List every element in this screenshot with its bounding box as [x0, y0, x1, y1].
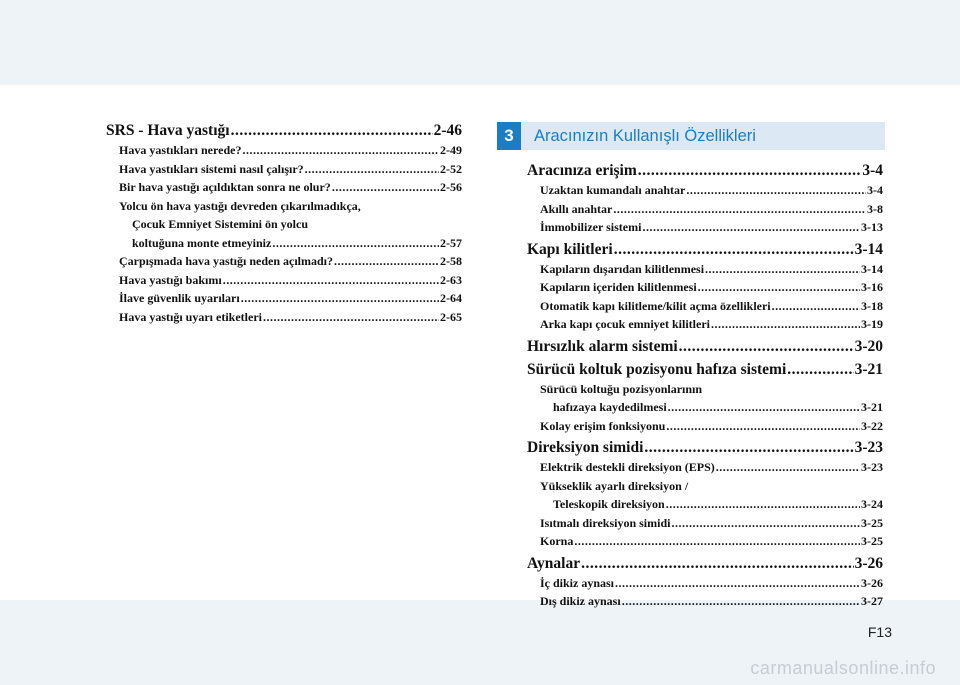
- toc-heading-alarm[interactable]: Hırsızlık alarm sistemi ..... 3-20: [527, 336, 883, 357]
- toc-heading-memory[interactable]: Sürücü koltuk pozisyonu hafıza sistemi ..... 3-21: [527, 359, 883, 380]
- toc-item[interactable]: Bir hava yastığı açıldıktan sonra ne olur? ..... 2-56: [106, 178, 462, 197]
- toc-item[interactable]: Kapıların dışarıdan kilitlenmesi ..... 3-14: [527, 260, 883, 279]
- toc-item[interactable]: Elektrik destekli direksiyon (EPS) ..... 3-23: [527, 458, 883, 477]
- toc-item[interactable]: Dış dikiz aynası ..... 3-27: [527, 592, 883, 611]
- toc-item[interactable]: koltuğuna monte etmeyiniz ..... 2-57: [106, 234, 462, 253]
- toc-item[interactable]: Teleskopik direksiyon ..... 3-24: [527, 495, 883, 514]
- watermark: carmanualsonline.info: [750, 658, 936, 678]
- toc-item[interactable]: İç dikiz aynası ..... 3-26: [527, 574, 883, 593]
- section-title: Aracınızın Kullanışlı Özellikleri: [534, 127, 756, 145]
- toc-heading-srs[interactable]: SRS - Hava yastığı ..... 2-46: [106, 120, 462, 141]
- left-toc: [106, 120, 462, 326]
- toc-item[interactable]: İmmobilizer sistemi ..... 3-13: [527, 218, 883, 237]
- toc-item[interactable]: Akıllı anahtar ..... 3-8: [527, 200, 883, 219]
- toc-item[interactable]: Çarpışmada hava yastığı neden açılmadı? ..... 2-58: [106, 252, 462, 271]
- toc-item[interactable]: Hava yastıkları sistemi nasıl çalışır? ..... 2-52: [106, 160, 462, 179]
- page-number: F13: [867, 624, 892, 640]
- toc-heading-mirrors[interactable]: Aynalar ..... 3-26: [527, 553, 883, 574]
- toc-item[interactable]: Arka kapı çocuk emniyet kilitleri ..... 3-19: [527, 315, 883, 334]
- top-band: [0, 0, 960, 85]
- toc-item[interactable]: Kapıların içeriden kilitlenmesi ..... 3-16: [527, 278, 883, 297]
- toc-item[interactable]: Uzaktan kumandalı anahtar ..... 3-4: [527, 181, 883, 200]
- toc-item-line: Yolcu ön hava yastığı devreden çıkarılmadıkça,: [119, 198, 361, 213]
- section-header: [497, 122, 885, 150]
- toc-item[interactable]: Otomatik kapı kilitleme/kilit açma özellikleri ..... 3-18: [527, 297, 883, 316]
- right-toc: [527, 160, 883, 611]
- toc-item[interactable]: İlave güvenlik uyarıları ..... 2-64: [106, 289, 462, 308]
- toc-item-line: Çocuk Emniyet Sistemini ön yolcu: [132, 217, 309, 231]
- toc-item-line: Sürücü koltuğu pozisyonlarının: [540, 381, 703, 396]
- toc-item[interactable]: hafızaya kaydedilmesi ..... 3-21: [527, 398, 883, 417]
- toc-heading-locks[interactable]: Kapı kilitleri ..... 3-14: [527, 239, 883, 260]
- section-number-badge: 3: [497, 122, 521, 150]
- toc-item[interactable]: Korna ..... 3-25: [527, 532, 883, 551]
- toc-item[interactable]: Hava yastıkları nerede? ..... 2-49: [106, 141, 462, 160]
- toc-item[interactable]: Isıtmalı direksiyon simidi ..... 3-25: [527, 514, 883, 533]
- toc-item[interactable]: Kolay erişim fonksiyonu ..... 3-22: [527, 417, 883, 436]
- toc-heading-steering[interactable]: Direksiyon simidi ..... 3-23: [527, 437, 883, 458]
- toc-item[interactable]: Hava yastığı bakımı ..... 2-63: [106, 271, 462, 290]
- toc-item[interactable]: Hava yastığı uyarı etiketleri ..... 2-65: [106, 308, 462, 327]
- toc-heading-access[interactable]: Aracınıza erişim ..... 3-4: [527, 160, 883, 181]
- toc-item-line: Yükseklik ayarlı direksiyon /: [540, 478, 689, 493]
